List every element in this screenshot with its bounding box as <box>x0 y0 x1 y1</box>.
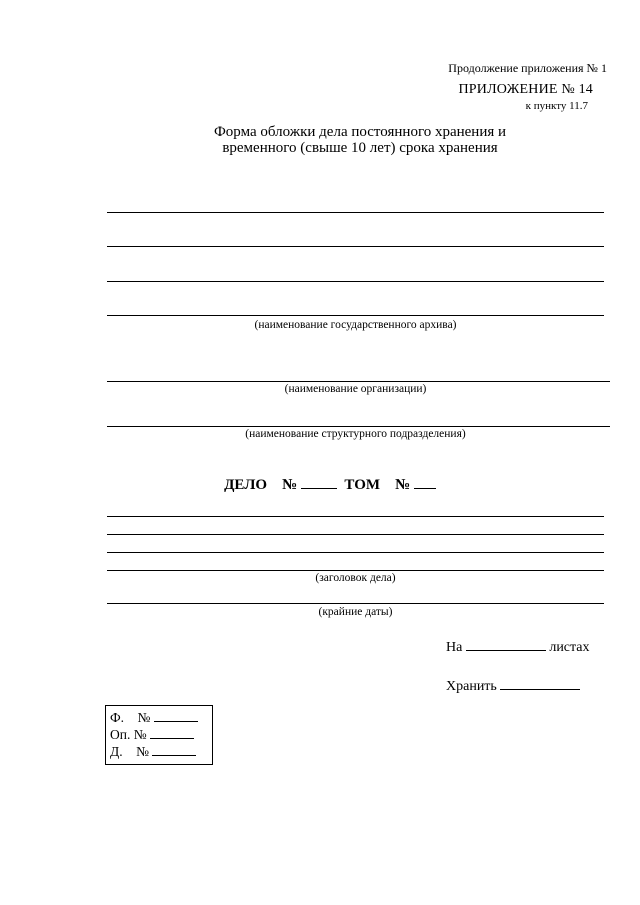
archive-line-4 <box>107 315 604 316</box>
heading-line-1 <box>107 516 604 517</box>
sheets-count-line <box>446 638 590 655</box>
inventory-number-blank <box>150 727 194 739</box>
inventory-row <box>110 726 208 743</box>
form-title-line-1: Форма обложки дела постоянного хранения и <box>213 124 507 140</box>
department-caption: (наименование структурного подразделения) <box>245 428 466 440</box>
case-code-number-blank <box>152 744 196 756</box>
fund-number-blank <box>154 710 198 722</box>
inventory-number-sign: № <box>133 727 147 742</box>
continuation-note: Продолжение приложения № 1 <box>448 61 607 75</box>
keep-period-blank <box>500 677 580 690</box>
department-line <box>107 426 610 427</box>
form-title-line-2: временного (свыше 10 лет) срока хранения <box>222 140 498 156</box>
keep-period-line <box>446 677 580 694</box>
archive-codes-box <box>105 705 213 765</box>
fund-row <box>110 709 208 726</box>
sheets-suffix: листах <box>549 640 590 655</box>
case-number-blank <box>301 476 337 489</box>
organization-caption: (наименование организации) <box>284 383 427 395</box>
case-code-number-sign: № <box>136 744 149 759</box>
archive-line-3 <box>107 281 604 282</box>
appendix-title: ПРИЛОЖЕНИЕ № 14 <box>458 82 593 97</box>
keep-label: Хранить <box>446 679 497 694</box>
case-heading-caption: (заголовок дела) <box>315 572 396 584</box>
heading-line-4 <box>107 570 604 571</box>
sheets-count-blank <box>466 638 546 651</box>
archive-line-1 <box>107 212 604 213</box>
volume-number-blank <box>414 476 436 489</box>
case-label: ДЕЛО <box>224 477 268 493</box>
appendix-reference: к пункту 11.7 <box>525 100 588 112</box>
heading-line-2 <box>107 534 604 535</box>
organization-line <box>107 381 610 382</box>
case-row <box>110 743 208 760</box>
volume-label: ТОМ <box>344 477 381 493</box>
case-number-line <box>150 476 510 493</box>
case-code-label: Д. <box>110 744 123 759</box>
fund-number-sign: № <box>137 710 151 725</box>
archive-line-2 <box>107 246 604 247</box>
volume-number-sign: № <box>395 477 411 493</box>
fund-label: Ф. <box>110 710 125 725</box>
archive-caption: (наименование государственного архива) <box>254 319 457 331</box>
heading-line-3 <box>107 552 604 553</box>
case-number-sign: № <box>282 477 298 493</box>
sheets-prefix: На <box>446 640 463 655</box>
dates-line <box>107 603 604 604</box>
inventory-label: Оп. <box>110 727 131 742</box>
form-title <box>150 124 570 156</box>
dates-caption: (крайние даты) <box>318 606 393 618</box>
